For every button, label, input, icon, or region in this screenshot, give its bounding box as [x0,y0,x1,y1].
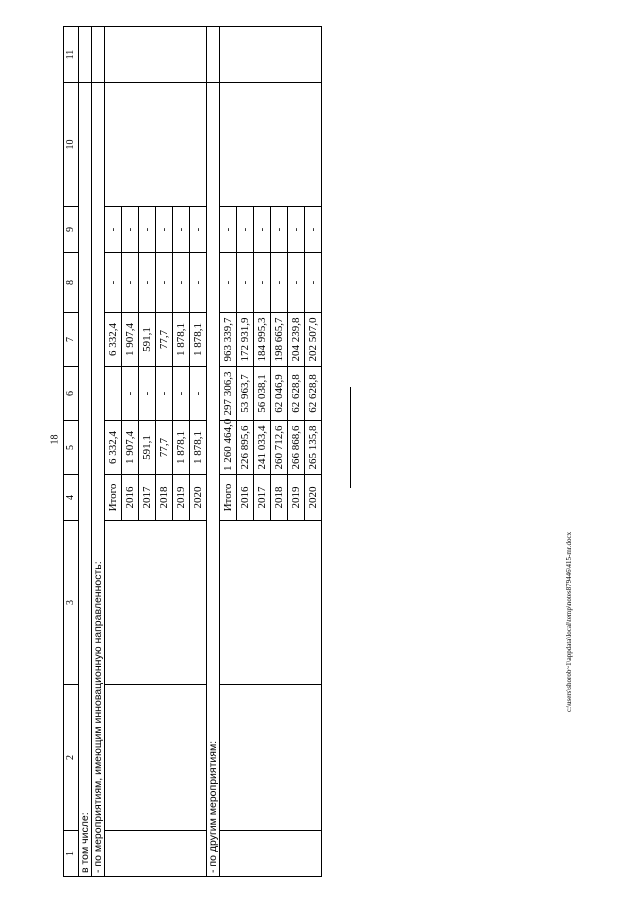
value-cell: 204 239,8 [288,313,305,367]
col-num: 10 [64,83,79,207]
value-cell: 1 878,1 [190,421,207,475]
year-cell: Итого [220,475,237,521]
year-cell: 2019 [173,475,190,521]
value-cell: 6 332,4 [105,421,122,475]
value-cell: - [139,207,156,253]
empty-cell [105,27,207,83]
value-cell: - [271,253,288,313]
year-cell: 2016 [237,475,254,521]
rotated-table-container [63,27,319,877]
value-cell: 77,7 [156,421,173,475]
value-cell: - [220,207,237,253]
value-cell: 6 332,4 [105,313,122,367]
value-cell: 266 868,6 [288,421,305,475]
value-cell: - [254,253,271,313]
table-row [105,27,122,877]
value-cell: 963 339,7 [220,313,237,367]
value-cell: - [254,207,271,253]
section-row [79,27,92,877]
col-num: 11 [64,27,79,83]
value-cell: 77,7 [156,313,173,367]
value-cell: - [122,367,139,421]
page-number: 18 [49,434,61,445]
value-cell: 265 135,8 [305,421,322,475]
value-cell: - [190,367,207,421]
empty-cell [92,27,105,83]
value-cell: - [305,253,322,313]
col-num: 6 [64,367,79,421]
value-cell: - [190,253,207,313]
group2-label: - по другим мероприятиям: [207,83,220,877]
table-row [220,27,237,877]
value-cell: - [156,367,173,421]
group-label-row [207,27,220,877]
year-cell: 2016 [122,475,139,521]
value-cell: 226 895,6 [237,421,254,475]
value-cell: 56 038,1 [254,367,271,421]
empty-cell [105,685,207,831]
value-cell: - [139,367,156,421]
value-cell: - [173,253,190,313]
col-num: 5 [64,421,79,475]
budget-table [63,26,322,877]
empty-cell [220,685,322,831]
value-cell: 1 878,1 [173,313,190,367]
value-cell: - [288,253,305,313]
value-cell: - [156,207,173,253]
value-cell: - [305,207,322,253]
value-cell: 1 907,4 [122,421,139,475]
value-cell: - [122,207,139,253]
value-cell: 260 712,6 [271,421,288,475]
separator-line [350,387,351,488]
empty-cell [220,83,322,207]
value-cell: 62 046,9 [271,367,288,421]
col-num: 9 [64,207,79,253]
empty-cell [207,27,220,83]
value-cell: 297 306,3 [220,367,237,421]
value-cell: 198 665,7 [271,313,288,367]
value-cell: 1 907,4 [122,313,139,367]
value-cell: 1 878,1 [173,421,190,475]
value-cell: - [220,253,237,313]
value-cell: 1 260 464,0 [220,421,237,475]
value-cell: - [237,253,254,313]
year-cell: 2018 [271,475,288,521]
empty-cell [105,83,207,207]
value-cell: 241 033,4 [254,421,271,475]
value-cell: - [122,253,139,313]
col-num: 1 [64,831,79,877]
value-cell: - [105,253,122,313]
col-num: 3 [64,521,79,685]
section-label: в том числе: [79,83,92,877]
group1-label: - по мероприятиям, имеющим инновационную направленность: [92,83,105,877]
value-cell: - [173,367,190,421]
value-cell: - [190,207,207,253]
value-cell: - [139,253,156,313]
year-cell: 2017 [254,475,271,521]
column-number-row [64,27,79,877]
value-cell: 53 963,7 [237,367,254,421]
value-cell: - [173,207,190,253]
group-label-row [92,27,105,877]
value-cell: 591,1 [139,313,156,367]
value-cell: - [105,207,122,253]
value-cell: - [288,207,305,253]
year-cell: Итого [105,475,122,521]
value-cell [105,367,122,421]
value-cell: 62 628,8 [305,367,322,421]
empty-cell [220,27,322,83]
col-num: 7 [64,313,79,367]
value-cell: - [271,207,288,253]
value-cell: 184 995,3 [254,313,271,367]
year-cell: 2019 [288,475,305,521]
value-cell: - [156,253,173,313]
col-num: 4 [64,475,79,521]
value-cell: 591,1 [139,421,156,475]
col-num: 2 [64,685,79,831]
value-cell: 202 507,0 [305,313,322,367]
col-num: 8 [64,253,79,313]
footer-file-path: c:\users\shorob~1\appdata\local\temp\notes879446\415-mr.docx [565,531,573,712]
empty-cell [220,831,322,877]
year-cell: 2017 [139,475,156,521]
empty-cell [220,521,322,685]
empty-cell [105,831,207,877]
year-cell: 2018 [156,475,173,521]
empty-cell [105,521,207,685]
value-cell: - [237,207,254,253]
year-cell: 2020 [190,475,207,521]
empty-cell [79,27,92,83]
year-cell: 2020 [305,475,322,521]
value-cell: 1 878,1 [190,313,207,367]
value-cell: 172 931,9 [237,313,254,367]
value-cell: 62 628,8 [288,367,305,421]
